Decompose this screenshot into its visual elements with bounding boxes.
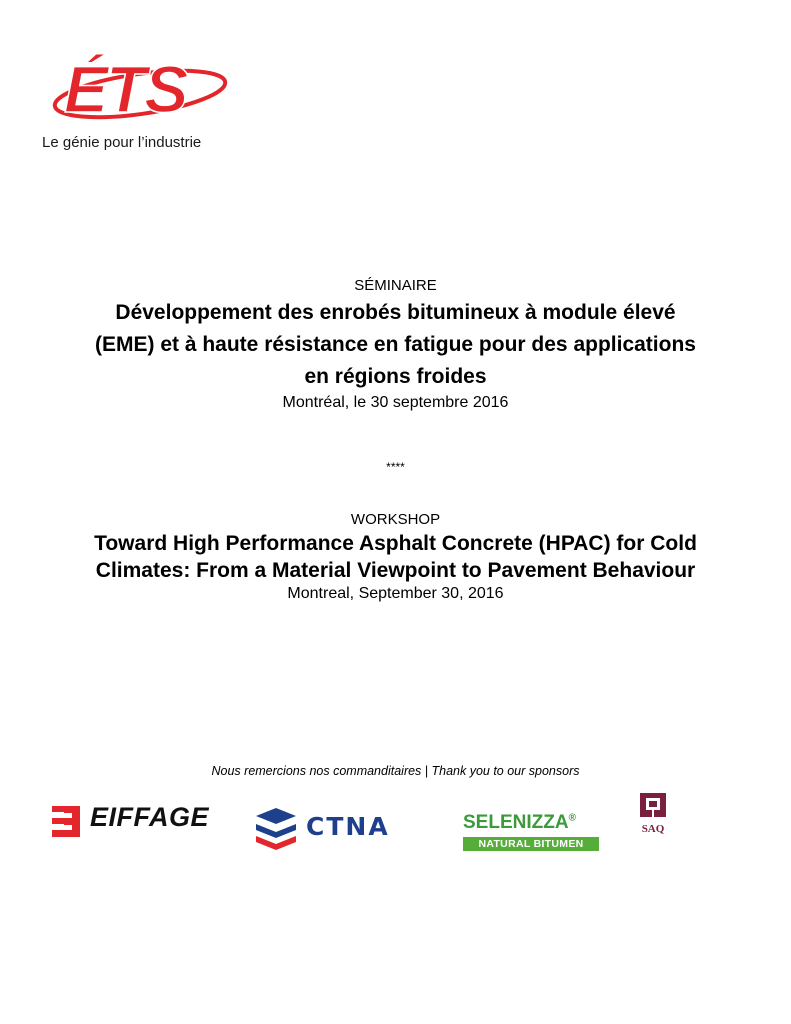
seminar-title-line: Développement des enrobés bitumineux à module élevé [115, 301, 676, 324]
seminar-title-line: en régions froides [304, 365, 487, 388]
workshop-title-line: Toward High Performance Asphalt Concrete (HPAC) for Cold [94, 532, 697, 555]
sponsors-thanks: Nous remercions nos commanditaires | Thank you to our sponsors [211, 764, 580, 778]
ctna-name: CTNA [306, 812, 390, 841]
ets-logo-mark [50, 42, 230, 132]
seminar-title [0, 297, 791, 393]
ets-logo [40, 42, 240, 162]
saq-name: SAQ [641, 823, 665, 835]
workshop-date: Montreal, September 30, 2016 [287, 585, 504, 602]
separator-stars: **** [386, 460, 405, 474]
selenizza-subtitle: NATURAL BITUMEN [463, 837, 599, 851]
ets-logo-text: ÉTS [64, 52, 187, 126]
selenizza-logo [463, 812, 603, 852]
ctna-icon [256, 808, 300, 850]
workshop-title [0, 530, 791, 584]
seminar-date: Montréal, le 30 septembre 2016 [282, 394, 509, 411]
workshop-kicker: WORKSHOP [350, 511, 441, 528]
registered-mark: ® [568, 812, 576, 824]
eiffage-name: EIFFAGE [90, 802, 210, 832]
eiffage-logo [52, 802, 222, 840]
ctna-logo [256, 808, 416, 850]
eiffage-icon [52, 806, 84, 838]
ets-tagline: Le génie pour l’industrie [42, 134, 202, 151]
seminar-kicker: SÉMINAIRE [354, 277, 437, 294]
seminar-title-line: (EME) et à haute résistance en fatigue pour des applications [95, 333, 696, 356]
saq-icon [638, 793, 668, 821]
saq-logo [638, 793, 670, 839]
workshop-title-line: Climates: From a Material Viewpoint to Pavement Behaviour [95, 559, 696, 582]
selenizza-name: SELENIZZA® [463, 812, 576, 833]
